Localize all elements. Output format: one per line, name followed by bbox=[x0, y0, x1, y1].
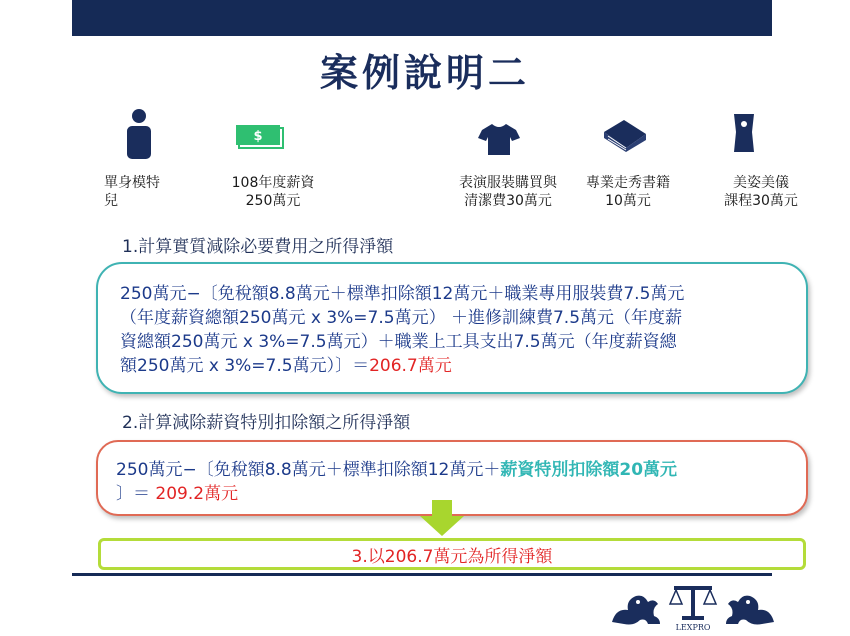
person-caption bbox=[104, 174, 184, 210]
scroll-icon bbox=[730, 112, 758, 158]
box2-line1-prefix: 250萬元−〔免稅額8.8萬元＋標準扣除額12萬元＋ bbox=[116, 460, 501, 480]
scroll-caption-line2: 課程30萬元 bbox=[724, 193, 798, 209]
book-caption-line1: 專業走秀書籍 bbox=[586, 175, 670, 191]
heading-step2: 2.計算減除薪資特別扣除額之所得淨額 bbox=[122, 413, 411, 433]
calculation-box-1-text bbox=[120, 282, 800, 378]
tshirt-caption-line1: 表演服裝購買與 bbox=[459, 175, 557, 191]
person-caption-line1: 單身模特 bbox=[104, 175, 160, 191]
money-caption-line2: 250萬元 bbox=[245, 193, 301, 209]
box1-line3: 資總額250萬元 x 3%=7.5萬元）＋職業上工具支出7.5萬元（年度薪資總 bbox=[120, 332, 677, 352]
top-banner bbox=[72, 0, 772, 36]
box2-line2-prefix: 〕＝ bbox=[116, 484, 156, 504]
tshirt-caption-line2: 清潔費30萬元 bbox=[464, 193, 552, 209]
book-icon bbox=[600, 118, 648, 158]
tshirt-caption bbox=[446, 174, 570, 210]
box1-result: 206.7萬元 bbox=[369, 356, 452, 376]
person-icon bbox=[124, 108, 154, 164]
box2-line1 bbox=[116, 458, 802, 482]
box1-line4-prefix: 額250萬元 x 3%=7.5萬元）〕＝ bbox=[120, 356, 370, 376]
heading-step1: 1.計算實質減除必要費用之所得淨額 bbox=[122, 237, 394, 257]
conclusion-text: 3.以206.7萬元為所得淨額 bbox=[351, 547, 553, 567]
box2-highlight: 薪資特別扣除額20萬元 bbox=[500, 460, 678, 480]
box1-line4 bbox=[120, 354, 800, 378]
bottom-divider bbox=[72, 573, 772, 576]
box2-result: 209.2萬元 bbox=[155, 484, 239, 504]
slide-title: 案例說明二 bbox=[319, 50, 530, 95]
box1-line2: （年度薪資總額250萬元 x 3%=7.5萬元） ＋進修訓練費7.5萬元（年度薪 bbox=[120, 308, 683, 328]
scroll-caption-line1: 美姿美儀 bbox=[733, 175, 789, 191]
lexpro-logo bbox=[608, 578, 778, 636]
calculation-box-2-text bbox=[116, 458, 802, 506]
book-caption-line2: 10萬元 bbox=[605, 193, 651, 209]
book-caption bbox=[580, 174, 676, 210]
logo-text: LEXPRO bbox=[675, 623, 711, 632]
scroll-caption bbox=[712, 174, 810, 210]
person-caption-line2: 兒 bbox=[104, 193, 118, 209]
money-icon bbox=[236, 125, 286, 155]
box1-line1: 250萬元−〔免稅額8.8萬元＋標準扣除額12萬元＋職業專用服裝費7.5萬元 bbox=[120, 284, 685, 304]
down-arrow-icon bbox=[420, 500, 464, 540]
money-caption-line1: 108年度薪資 bbox=[231, 175, 315, 191]
money-caption bbox=[214, 174, 332, 210]
money-symbol: $ bbox=[253, 129, 263, 144]
tshirt-icon bbox=[478, 122, 520, 160]
